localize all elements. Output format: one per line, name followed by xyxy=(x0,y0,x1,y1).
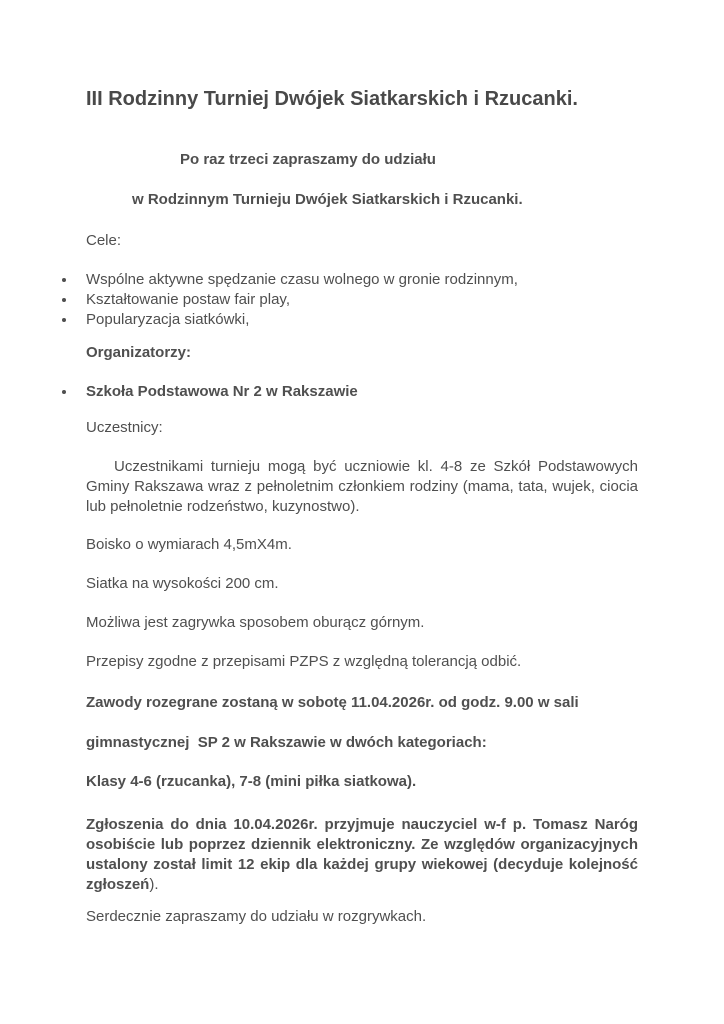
schedule-line-1: Zawody rozegrane zostaną w sobotę 11.04.2026r. od godz. 9.00 w sali xyxy=(86,694,579,711)
goal-item-text: Popularyzacja siatkówki, xyxy=(86,311,250,328)
organizers-label: Organizatorzy: xyxy=(86,344,192,361)
organizers-list xyxy=(86,382,638,402)
participants-paragraph: Uczestnikami turnieju mogą być uczniowie kl. 4-8 ze Szkół Podstawowych Gminy Rakszawa wraz z pełnoletnim członkiem rodziny (mama, tata, wujek, ciocia lub pełnoletnie rodzeństwo, kuzynostwo). xyxy=(86,458,638,515)
goal-item-text: Wspólne aktywne spędzanie czasu wolnego w gronie rodzinnym, xyxy=(86,271,518,288)
organizer-item-text: Szkoła Podstawowa Nr 2 w Rakszawie xyxy=(86,383,358,400)
schedule-line-3: Klasy 4-6 (rzucanka), 7-8 (mini piłka siatkowa). xyxy=(86,773,417,790)
goal-item xyxy=(86,270,638,290)
rules-compliance-line: Przepisy zgodne z przepisami PZPS z względną tolerancją odbić. xyxy=(86,653,522,670)
schedule-line-2: gimnastycznej SP 2 w Rakszawie w dwóch kategoriach: xyxy=(86,734,487,751)
registration-bold-text: Zgłoszenia do dnia 10.04.2026r. przyjmuje nauczyciel w-f p. Tomasz Naróg osobiście lub poprzez dziennik elektroniczny. Ze względów organizacyjnych ustalony został limit 12 ekip dla każdej grupy wiekowej (decyduje kolejność zgłoszeń xyxy=(86,816,638,893)
serve-rule-line: Możliwa jest zagrywka sposobem oburącz górnym. xyxy=(86,614,425,631)
closing-line: Serdecznie zapraszamy do udziału w rozgrywkach. xyxy=(86,908,427,925)
bullet-dot xyxy=(62,318,66,322)
subtitle-line-1: Po raz trzeci zapraszamy do udziału xyxy=(180,151,436,168)
subtitle-line-2: w Rodzinnym Turnieju Dwójek Siatkarskich i Rzucanki. xyxy=(132,191,523,208)
goals-label: Cele: xyxy=(86,232,122,249)
organizer-item xyxy=(86,382,638,402)
net-height-line: Siatka na wysokości 200 cm. xyxy=(86,575,279,592)
goal-item-text: Kształtowanie postaw fair play, xyxy=(86,291,290,308)
registration-regular-tail: ). xyxy=(149,876,159,893)
goal-item xyxy=(86,310,638,330)
goals-list xyxy=(86,270,638,330)
goal-item xyxy=(86,290,638,310)
bullet-dot xyxy=(62,298,66,302)
registration-paragraph xyxy=(86,815,638,895)
court-size-line: Boisko o wymiarach 4,5mX4m. xyxy=(86,536,292,553)
bullet-dot xyxy=(62,278,66,282)
bullet-dot xyxy=(62,390,66,394)
document-title: III Rodzinny Turniej Dwójek Siatkarskich i Rzucanki. xyxy=(86,88,578,110)
participants-label: Uczestnicy: xyxy=(86,419,163,436)
